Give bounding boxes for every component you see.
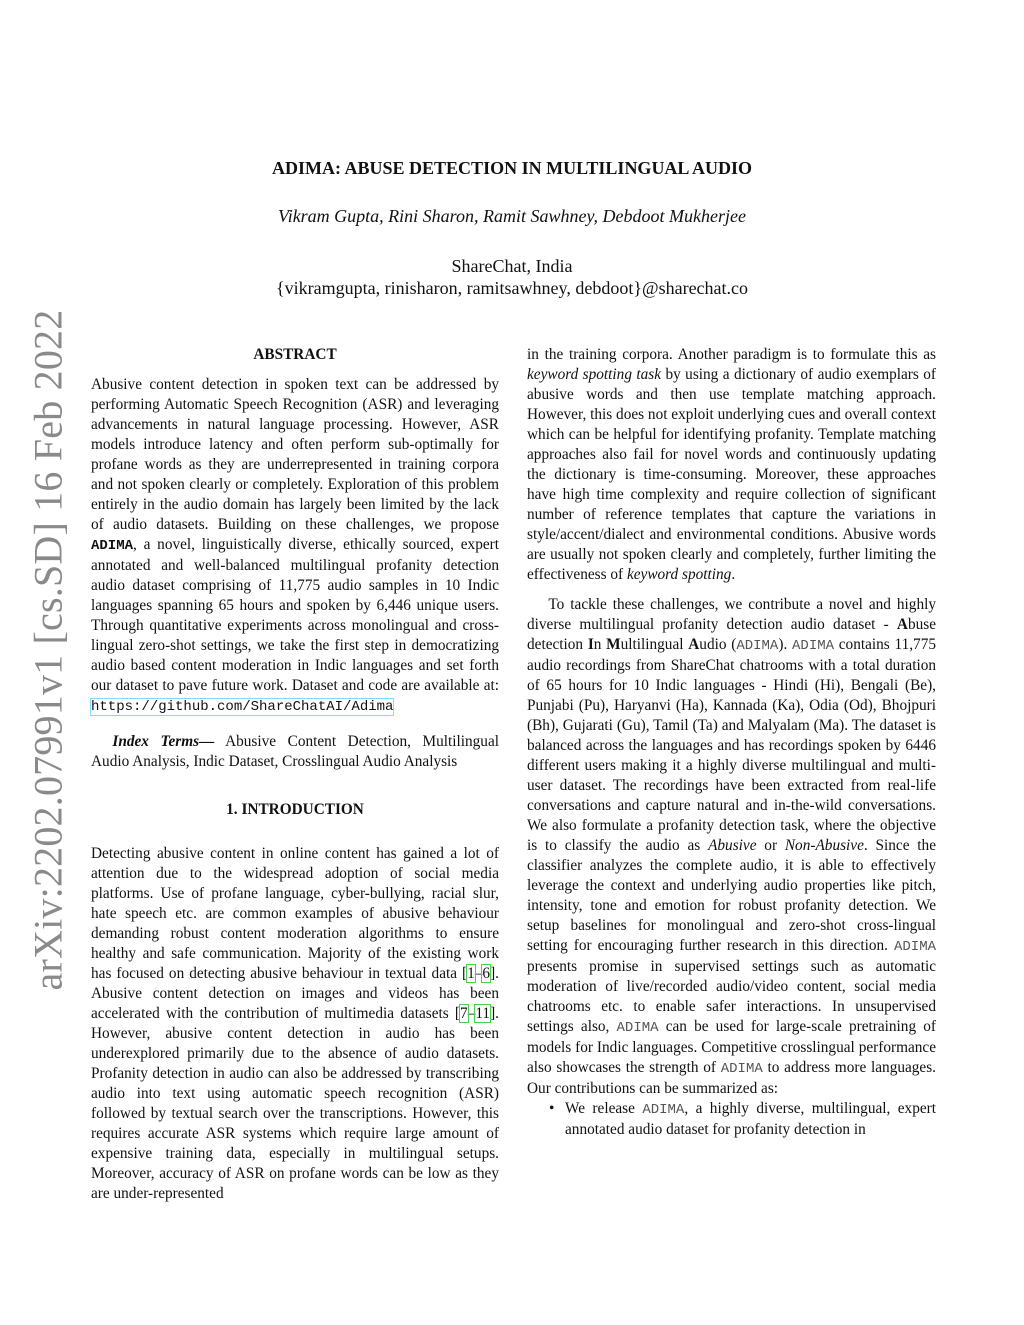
intro-text: ]. Abusive content detection on images and videos has been accelerated with the contribution of multimedia datasets [	[91, 965, 499, 1022]
abstract-heading: ABSTRACT	[253, 346, 337, 363]
affiliation: ShareChat, India	[451, 256, 573, 276]
arxiv-identifier: arXiv:2202.07991v1 [cs.SD] 16 Feb 2022	[25, 309, 71, 991]
intro-paragraph-2	[527, 595, 936, 1099]
intro-paragraph-1	[91, 844, 499, 1204]
acronym-letter: I	[587, 636, 594, 653]
abstract-text	[91, 375, 499, 717]
list-item	[549, 1099, 936, 1140]
intro-text: buse detection	[527, 616, 936, 653]
emphasis-term: keyword spotting	[626, 566, 732, 583]
acronym-letter: M	[606, 636, 621, 653]
author-list: Vikram Gupta, Rini Sharon, Ramit Sawhney, Debdoot Mukherjee	[278, 206, 746, 226]
dataset-name: ADIMA	[91, 538, 134, 554]
intro-text: .	[731, 566, 736, 583]
dataset-name: ADIMA	[720, 1061, 763, 1077]
contributions-list	[527, 1099, 936, 1140]
right-column	[527, 345, 936, 1140]
intro-text: Detecting abusive content in online content has gained a lot of attention due to the widespread adoption of social media platforms. Use of profane language, cyber-bullying, racial slur, hate speech etc. are common examples of abusive behaviour demanding robust content moderation algorithms to ensure healthy and safe communication. Majority of the existing work has focused on detecting abusive behaviour in textual data [	[91, 845, 499, 982]
dataset-name: ADIMA	[616, 1020, 659, 1036]
citation-link[interactable]: 7	[460, 1005, 468, 1022]
dataset-name: ADIMA	[792, 638, 835, 654]
intro-text: udio (	[699, 636, 737, 653]
citation-range-separator: –	[467, 1005, 476, 1022]
dataset-name: ADIMA	[736, 638, 779, 654]
citation-link[interactable]: 1	[467, 965, 475, 982]
index-terms	[91, 732, 499, 772]
intro-text: to address more languages. Our contributions can be summarized as:	[527, 1059, 936, 1097]
citation-link[interactable]: 6	[482, 965, 491, 982]
emphasis-term: Non-Abusive	[784, 837, 864, 854]
emphasis-term: Abusive	[708, 837, 757, 854]
left-column	[91, 345, 499, 1204]
acronym-letter: A	[896, 616, 908, 633]
abstract-text-part2: , a novel, linguistically diverse, ethically sourced, expert annotated and well-balanced multilingual profanity detection audio dataset comprising of 11,775 audio samples in 10 Indic languages spanning 65 hours and spoken by 6,446 unique users. Through quantitative experiments across monolingual and cross-lingual zero-shot settings, we take the first step in democratizing audio based content moderation in Indic languages and set forth our dataset to pave future work. Dataset and code are available at:	[91, 536, 499, 694]
intro-paragraph-1-continued	[527, 345, 936, 585]
intro-text: We release	[565, 1100, 643, 1117]
dataset-name: ADIMA	[893, 939, 936, 955]
intro-text: presents promise in supervised settings such as automatic moderation of live/recorded audio/video content, social media chatrooms etc. to enable safer interactions. In unsupervised settings also,	[527, 958, 936, 1035]
author-emails: {vikramgupta, rinisharon, ramitsawhney, debdoot}@sharechat.co	[275, 278, 749, 298]
intro-text: ultilingual	[620, 636, 689, 653]
index-terms-label: Index Terms—	[112, 733, 215, 750]
intro-text: ).	[778, 636, 793, 653]
intro-text: can be used for large-scale pretraining of models for Indic languages. Competitive crosslingual performance also showcases the strength of	[527, 1018, 937, 1076]
github-link[interactable]: https://github.com/ShareChatAI/Adima	[91, 699, 394, 715]
abstract-text-part1: Abusive content detection in spoken text can be addressed by performing Automatic Speech Recognition (ASR) and leveraging advancements in natural language processing. However, ASR models introduce latency and often perform sub-optimally for profane words as they are underrepresented in training corpora and not spoken clearly or completely. Exploration of this problem entirely in the audio domain has largely been limited by the lack of audio datasets. Building on these challenges, we propose	[91, 376, 499, 533]
emphasis-term: keyword spotting task	[527, 366, 662, 383]
acronym-letter: A	[688, 636, 700, 653]
introduction-heading: 1. INTRODUCTION	[226, 801, 364, 818]
index-terms-text: Abusive Content Detection, Multilingual Audio Analysis, Indic Dataset, Crosslingual Audio Analysis	[91, 733, 499, 770]
intro-text: in the training corpora. Another paradigm is to formulate this as	[527, 346, 936, 363]
intro-text: or	[756, 837, 785, 854]
citation-range-separator: –	[474, 965, 483, 982]
dataset-name: ADIMA	[642, 1102, 685, 1118]
intro-text: To tackle these challenges, we contribute a novel and highly diverse multilingual profanity detection audio dataset -	[527, 596, 936, 633]
intro-text: . Since the classifier analyzes the complete audio, it is able to effectively leverage the context and underlying audio properties like pitch, intensity, tone and emotion for robust profanity detection. We setup baselines for monolingual and zero-shot cross-lingual setting for encouraging further research in this direction.	[527, 837, 936, 954]
citation-link[interactable]: 11	[475, 1005, 491, 1022]
paper-title: ADIMA: ABUSE DETECTION IN MULTILINGUAL AUDIO	[272, 158, 752, 178]
intro-text: n	[593, 636, 607, 653]
intro-text: by using a dictionary of audio exemplars of abusive words and then use template matching approach. However, this does not exploit underlying cues and overall context which can be helpful for identifying profanity. Template matching approaches also fail for novel words and continuously updating the dictionary is time-consuming. Moreover, these approaches have high time complexity and require collection of significant number of reference templates that capture the variations in style/accent/dialect and environmental conditions. Abusive words are usually not spoken clearly and completely, further limiting the effectiveness of	[527, 366, 936, 583]
intro-text: ]. However, abusive content detection in audio has been underexplored primarily due to the absence of audio datasets. Profanity detection in audio can also be addressed by transcribing audio into text using automatic speech recognition (ASR) followed by textual search over the transcriptions. However, this requires accurate ASR systems which require large amount of expensive training data, especially in multilingual setups. Moreover, accuracy of ASR on profane words can be low as they are under-represented	[91, 1005, 499, 1202]
intro-text: contains 11,775 audio recordings from ShareChat chatrooms with a total duration of 65 hours for 10 Indic languages - Hindi (Hi), Bengali (Be), Punjabi (Pu), Haryanvi (Ha), Kannada (Ka), Odia (Od), Bhojpuri (Bh), Gujarati (Gu), Tamil (Ta) and Malyalam (Ma). The dataset is balanced across the languages and has recordings spoken by 6446 different users making it a highly diverse multilingual and multi-user dataset. The recordings have been extracted from real-life conversations and capture natural and in-the-wild conversations. We also formulate a profanity detection task, where the objective is to classify the audio as	[527, 636, 936, 854]
intro-text: , a highly diverse, multilingual, expert annotated audio dataset for profanity detection in	[565, 1100, 936, 1138]
